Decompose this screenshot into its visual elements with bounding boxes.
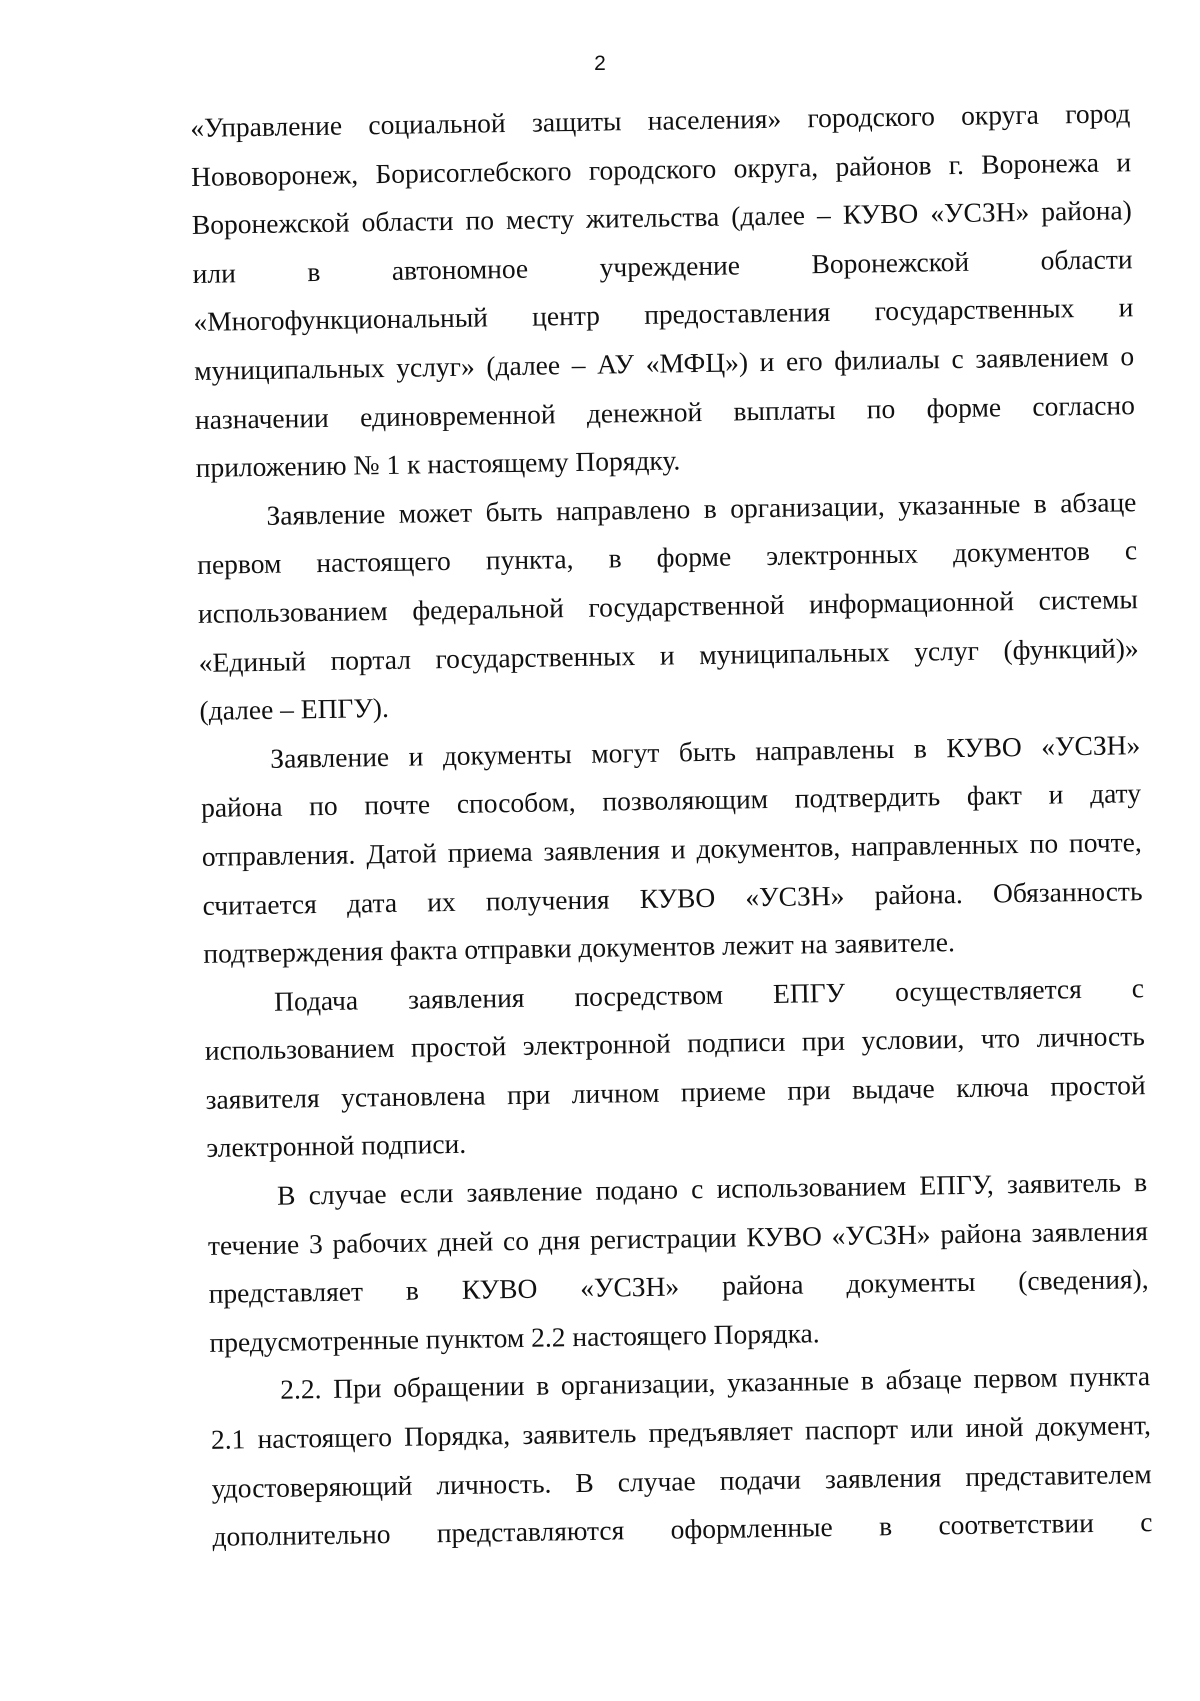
text-line: или в автономное учреждение Воронежской области xyxy=(192,242,1133,289)
text-line: назначении единовременной денежной выплаты по форме согласно xyxy=(194,388,1136,435)
text-line: отправления. Датой приема заявления и документов, направленных по почте, xyxy=(201,826,1142,872)
paragraph xyxy=(200,721,1144,979)
paragraph xyxy=(196,478,1140,736)
paragraph xyxy=(207,1158,1150,1367)
page-number: 2 xyxy=(594,52,606,75)
text-line: района по почте способом, позволяющим подтвердить факт и дату xyxy=(200,777,1142,824)
text-line: считается дата их получения КУВО «УСЗН» района. Обязанность xyxy=(202,874,1143,921)
text-line: электронной подписи. xyxy=(206,1128,467,1164)
text-line: предусмотренные пунктом 2.2 настоящего Порядка. xyxy=(209,1317,820,1358)
text-line: Подача заявления посредством ЕПГУ осуществляется с xyxy=(273,971,1145,1017)
text-line: Заявление может быть направлено в организации, указанные в абзаце xyxy=(266,485,1137,531)
text-line: «Многофункциональный центр предоставления государственных и xyxy=(193,291,1134,338)
text-line: использованием федеральной государственной информационной системы xyxy=(197,583,1139,629)
text-line: В случае если заявление подано с использованием ЕПГУ, заявитель в xyxy=(276,1166,1148,1211)
text-line: удостоверяющий личность. В случае подачи заявления представителем xyxy=(211,1457,1152,1504)
text-line: «Управление социальной защиты населения» городского округа город xyxy=(190,97,1131,143)
text-line: первом настоящего пункта, в форме электронных документов с xyxy=(196,534,1138,581)
text-line: Воронежской области по месту жительства (далее – КУВО «УСЗН» района) xyxy=(191,194,1133,241)
document-body xyxy=(190,89,1153,1561)
text-line: течение 3 рабочих дней со дня регистрации КУВО «УСЗН» района заявления xyxy=(207,1214,1149,1261)
text-line: приложению № 1 к настоящему Порядку. xyxy=(195,444,681,484)
paragraph xyxy=(190,89,1136,492)
text-line: 2.1 настоящего Порядка, заявитель предъявляет паспорт или иной документ, xyxy=(210,1409,1152,1455)
text-line: 2.2. При обращении в организации, указанные в абзаце первом пункта xyxy=(279,1360,1151,1406)
text-line: (далее – ЕПГУ). xyxy=(199,692,390,727)
text-line: подтверждения факта отправки документов лежит на заявителе. xyxy=(203,926,956,969)
text-line: использованием простой электронной подписи при условии, что личность xyxy=(204,1020,1145,1067)
paragraph xyxy=(210,1353,1153,1562)
text-line: муниципальных услуг» (далее – АУ «МФЦ») и его филиалы с заявлением о xyxy=(193,340,1135,386)
text-line: Заявление и документы могут быть направлены в КУВО «УСЗН» xyxy=(270,728,1141,774)
paragraph xyxy=(204,964,1147,1173)
text-line: дополнительно представляются оформленные в соответствии с xyxy=(212,1506,1153,1553)
text-line: представляет в КУВО «УСЗН» района документы (сведения), xyxy=(208,1263,1149,1310)
text-line: «Единый портал государственных и муниципальных услуг (функций)» xyxy=(198,631,1139,678)
text-line: Нововоронеж, Борисоглебского городского округа, районов г. Воронежа и xyxy=(190,145,1132,192)
text-line: заявителя установлена при личном приеме при выдаче ключа простой xyxy=(205,1068,1146,1115)
